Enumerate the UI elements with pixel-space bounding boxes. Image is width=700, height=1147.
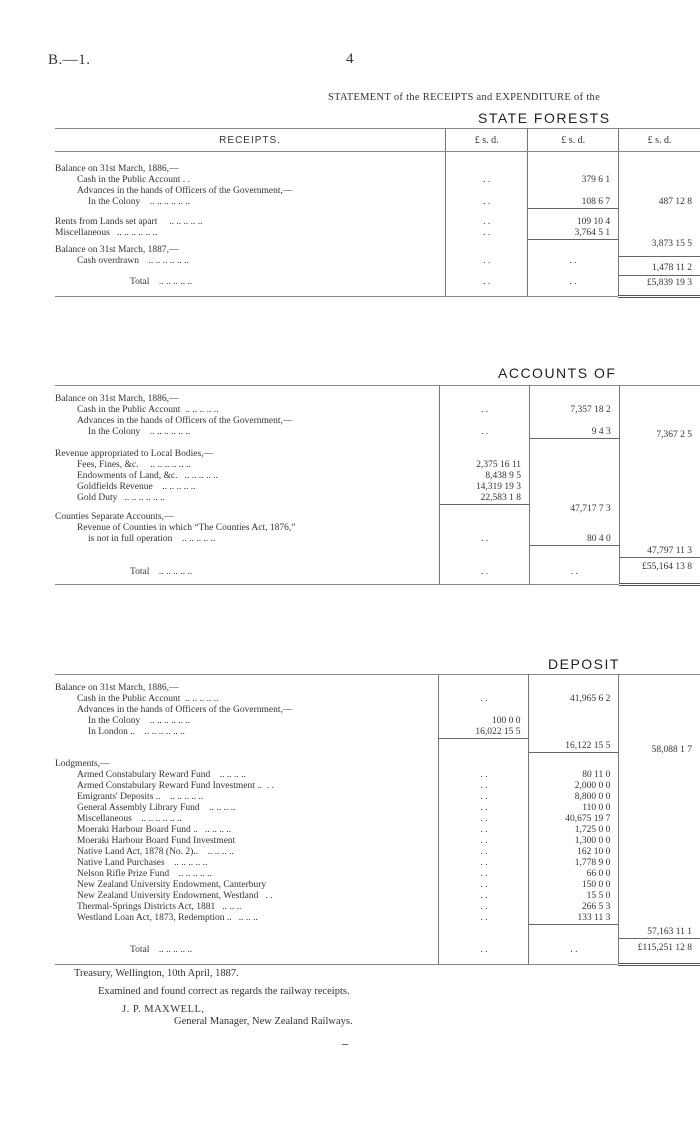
row-label: New Zealand University Endowment, Westland . . — [55, 891, 439, 902]
row-label: Cash in the Public Account . . — [55, 175, 446, 186]
accounts-table: Balance on 31st March, 1886,— Cash in the Public Account .. .. .. .. .. . . 7,357 18 2 Advances in the hands of Officers of the Government,— 7,367 2 5 In the Colony .. .. .. .. .. .. . . 9 4 3 Revenue appropriated to Local Bodies,— Fees, Fines, &c. .. .. .. .. .. .. 2,375 16 11 Endowments of Land, &c. .. .. .. .. .. 8,438 9 5 Goldfields Revenue .. .. .. .. .. 14,319 19 3 Gold Duty .. .. .. .. .. .. 22,583 1 8 47,717 7 3 Counties Separate Accounts,— Revenue of Counties in which “The Counties Act, 1876,” is not in full operation .. .. .. .. .. . . 80 4 0 47,797 11 3 Total .. .. .. .. .. . . . . £55,164 13 8 — [55, 385, 700, 586]
amount: 47,797 11 3 — [647, 545, 692, 556]
amount: 110 0 0 — [529, 803, 619, 814]
row-label: Armed Constabulary Reward Fund Investment .. . . — [55, 781, 439, 792]
amount: 2,000 0 0 — [529, 781, 619, 792]
section-title-accounts-of: ACCOUNTS OF — [498, 365, 617, 381]
amount: 3,764 5 1 — [528, 228, 619, 240]
row-label: Emigrants' Deposits .. .. .. .. .. .. — [55, 792, 439, 803]
amount: 109 10 4 — [528, 217, 619, 228]
row-label: Advances in the hands of Officers of the Government,— — [55, 705, 439, 716]
amount: 150 0 0 — [529, 880, 619, 891]
amount: 15 5 0 — [529, 891, 619, 902]
document-reference: B.—1. — [48, 52, 91, 68]
row-label: Moeraki Harbour Board Fund Investment — [55, 836, 439, 847]
row-label: Thermal-Springs Districts Act, 1881 .. .. .. — [55, 902, 439, 913]
row-label: is not in full operation .. .. .. .. .. — [55, 534, 439, 546]
amount: 379 6 1 — [528, 175, 619, 186]
amount: 16,022 15 5 — [439, 727, 529, 739]
amount: 8,800 0 0 — [529, 792, 619, 803]
amount: 2,375 16 11 — [439, 460, 529, 471]
row-label: Fees, Fines, &c. .. .. .. .. .. .. — [55, 460, 439, 471]
amount: 40,675 19 7 — [529, 814, 619, 825]
row-label: Endowments of Land, &c. .. .. .. .. .. — [55, 471, 439, 482]
deposit-table: Balance on 31st March, 1886,— Cash in the Public Account .. .. .. .. .. . . 41,965 6 2 Advances in the hands of Officers of the Government,— In the Colony .. .. .. .. .. .. 100 0 0 In London .. .. .. .. .. .. .. 16,022 15 5 16,122 15 5 58,088 1 7 Lodgments,— Armed Constabulary Reward Fund .. .. .. .. . . 80 11 0 Armed Constabulary Reward Fund Investment .. . . . . 2,000 0 0 Emigrants' Deposits .. .. .. .. .. .. . . 8,800 0 0 General Assembly Library Fund .. .. .. .. . . 110 0 0 Miscellaneous .. .. .. .. .. .. . . 40,675 19 7 Moeraki Harbour Board Fund .. .. .. .. .. . . 1,725 0 0 Moeraki Harbour Board Fund Investment . . 1,300 0 0 Native Land Act, 1878 (No. 2).. .. .. .. .. . . 162 10 0 Native Land Purchases .. .. .. .. .. . . 1,778 9 0 Nelson Rifle Prize Fund .. .. .. .. .. . . 66 0 0 New Zealand University Endowment, Canterbury . . 150 0 0 New Zealand University Endowment, Westland . . . . 15 5 0 Thermal-Springs Districts Act, 1881 .. .. .. . . 266 5 3 Westland Loan Act, 1873, Redemption .. .. .. .. . . 133 11 3 57,163 11 1 Total .. .. .. .. .. . . . . £115,251 12 8 — [55, 674, 700, 966]
row-label: Balance on 31st March, 1886,— — [55, 675, 439, 695]
amount: 1,778 9 0 — [529, 858, 619, 869]
amount: 1,725 0 0 — [529, 825, 619, 836]
total-amount: £55,164 13 8 — [619, 557, 700, 585]
currency-header-2: £ s. d. — [528, 129, 619, 152]
amount: 133 11 3 — [529, 913, 619, 925]
amount: 41,965 6 2 — [529, 694, 619, 705]
amount: 7,367 2 5 — [656, 430, 692, 440]
amount: 7,357 18 2 — [530, 405, 620, 416]
currency-header-3: £ s. d. — [619, 129, 700, 152]
amount: 162 10 0 — [529, 847, 619, 858]
row-label: Armed Constabulary Reward Fund .. .. .. .. — [55, 770, 439, 781]
amount: 58,088 1 7 — [651, 744, 692, 755]
row-label: Cash in the Public Account .. .. .. .. .. — [55, 405, 439, 416]
row-label: Lodgments,— — [55, 753, 439, 770]
statement-heading: STATEMENT of the RECEIPTS and EXPENDITURE of the — [328, 92, 601, 103]
amount: 57,163 11 1 — [647, 927, 692, 937]
row-label: Cash in the Public Account .. .. .. .. .. — [55, 694, 439, 705]
row-label: Advances in the hands of Officers of the Government,— — [55, 416, 439, 427]
amount: 1,478 11 2 — [619, 256, 700, 275]
section-title-deposit: DEPOSIT — [548, 656, 620, 672]
total-label: Total .. .. .. .. .. — [55, 557, 439, 585]
amount: 47,717 7 3 — [570, 504, 611, 514]
amount: 9 4 3 — [530, 427, 620, 439]
total-label: Total .. .. .. .. .. — [55, 275, 446, 297]
amount: 8,438 9 5 — [439, 471, 529, 482]
row-label: In the Colony .. .. .. .. .. .. — [55, 427, 439, 439]
amount: 108 6 7 — [528, 197, 619, 209]
row-label: Revenue appropriated to Local Bodies,— — [55, 439, 439, 460]
amount: 266 5 3 — [529, 902, 619, 913]
row-label: Cash overdrawn .. .. .. .. .. .. — [55, 256, 446, 275]
row-label: New Zealand University Endowment, Canterbury — [55, 880, 439, 891]
page-number: 4 — [346, 51, 354, 67]
footer-examined: Examined and found correct as regards the railway receipts. — [98, 986, 350, 997]
table-header-row — [55, 129, 700, 152]
amount: 3,873 15 5 — [651, 239, 692, 249]
row-label: Native Land Act, 1878 (No. 2).. .. .. .. .. — [55, 847, 439, 858]
row-label: Nelson Rifle Prize Fund .. .. .. .. .. — [55, 869, 439, 880]
amount: 100 0 0 — [439, 716, 529, 727]
row-label: Counties Separate Accounts,— — [55, 508, 439, 523]
row-label: Moeraki Harbour Board Fund .. .. .. .. .. — [55, 825, 439, 836]
row-label: Gold Duty .. .. .. .. .. .. — [55, 493, 439, 505]
amount: 80 4 0 — [530, 534, 620, 546]
row-label: In the Colony .. .. .. .. .. .. — [55, 716, 439, 727]
amount: 487 12 8 — [658, 196, 692, 207]
total-amount: £115,251 12 8 — [619, 939, 700, 965]
row-label: Native Land Purchases .. .. .. .. .. — [55, 858, 439, 869]
total-amount: £5,839 19 3 — [619, 275, 700, 297]
row-label: In the Colony .. .. .. .. .. .. — [55, 197, 446, 209]
row-label: Revenue of Counties in which “The Counties Act, 1876,” — [55, 523, 439, 534]
divider-dash — [342, 1044, 348, 1045]
row-label: Balance on 31st March, 1886,— — [55, 152, 446, 176]
amount: 1,300 0 0 — [529, 836, 619, 847]
currency-header-1: £ s. d. — [446, 129, 528, 152]
amount: 22,583 1 8 — [439, 493, 529, 505]
row-label: Balance on 31st March, 1886,— — [55, 386, 439, 406]
row-label: Rents from Lands set apart .. .. .. .. .. — [55, 217, 446, 228]
footer-position: General Manager, New Zealand Railways. — [174, 1016, 353, 1027]
footer-place-date: Treasury, Wellington, 10th April, 1887. — [74, 968, 239, 979]
amount: 80 11 0 — [529, 770, 619, 781]
row-label: Goldfields Revenue .. .. .. .. .. — [55, 482, 439, 493]
row-label: In London .. .. .. .. .. .. .. — [55, 727, 439, 739]
row-label: Balance on 31st March, 1887,— — [55, 239, 446, 256]
row-label: Westland Loan Act, 1873, Redemption .. .. .. .. — [55, 913, 439, 925]
section-title-state-forests: STATE FORESTS — [478, 110, 611, 126]
row-label: Miscellaneous .. .. .. .. .. .. — [55, 814, 439, 825]
footer-signatory: J. P. MAXWELL, — [122, 1004, 205, 1015]
amount: 14,319 19 3 — [439, 482, 529, 493]
amount: 66 0 0 — [529, 869, 619, 880]
total-label: Total .. .. .. .. .. — [55, 939, 439, 965]
row-label: Miscellaneous .. .. .. .. .. .. — [55, 228, 446, 240]
row-label: General Assembly Library Fund .. .. .. .. — [55, 803, 439, 814]
receipts-column-header: RECEIPTS. — [55, 129, 446, 152]
amount: 16,122 15 5 — [529, 739, 619, 753]
state-forests-table: RECEIPTS. £ s. d. £ s. d. £ s. d. Balance on 31st March, 1886,— Cash in the Public Account . . . . 379 6 1 Advances in the hands of Officers of the Government,— In the Colony .. .. .. .. .. .. . . 108 6 7 487 12 8 Rents from Lands set apart .. .. .. .. .. . . 109 10 4 Miscellaneous .. .. .. .. .. .. . . 3,764 5 1 Balance on 31st March, 1887,— 3,873 15 5 Cash overdrawn .. .. .. .. .. .. . . . . 1,478 11 2 Total .. .. .. .. .. . . . . £5,839 19 3 — [55, 128, 700, 298]
row-label: Advances in the hands of Officers of the Government,— — [55, 186, 446, 197]
